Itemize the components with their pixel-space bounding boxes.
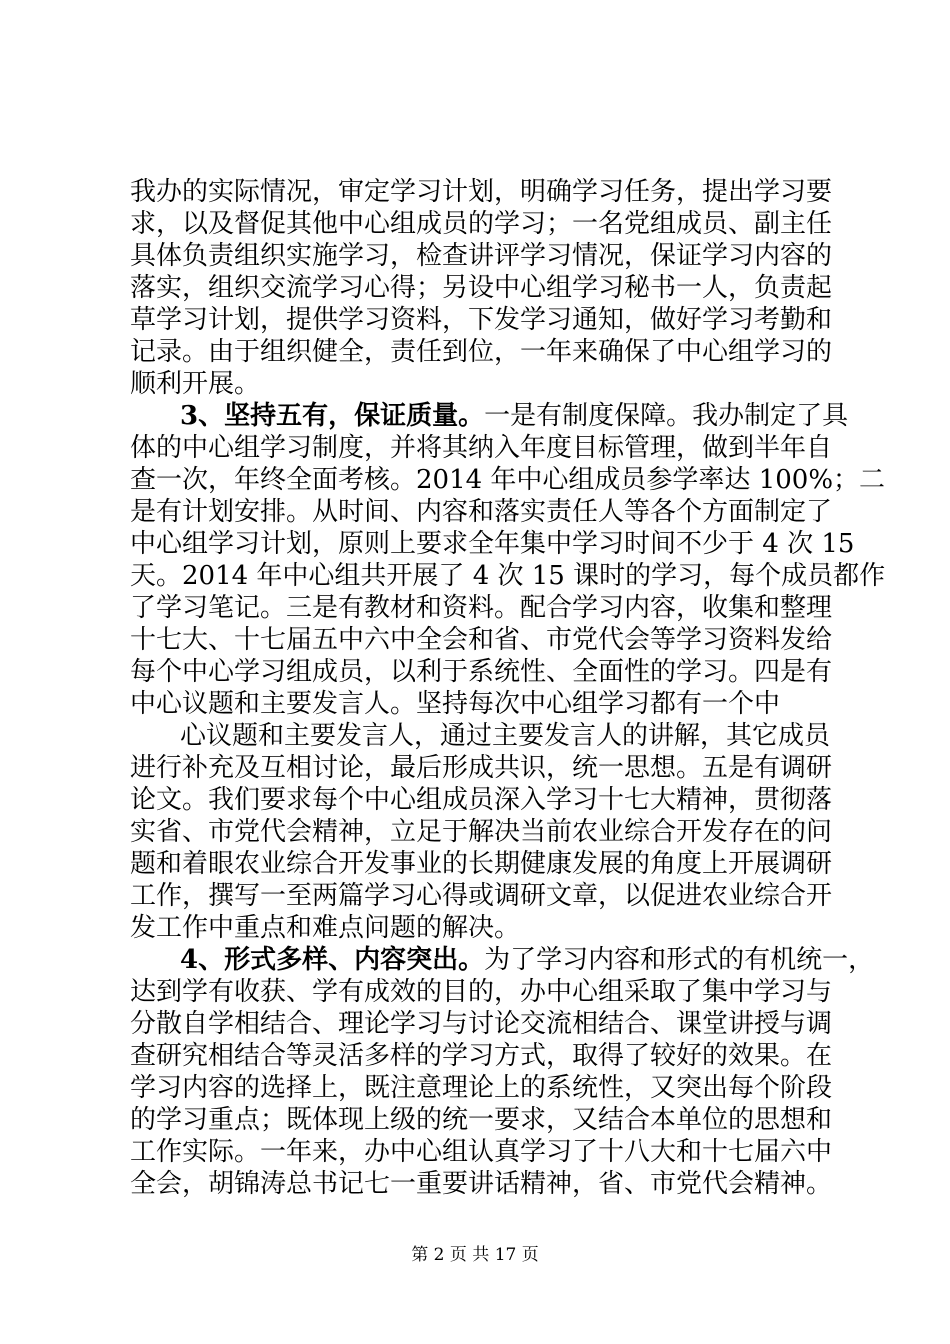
body-text-line: 进行补充及互相讨论，最后形成共识，统一思想。五是有调研 xyxy=(130,753,833,783)
body-text-line: 求，以及督促其他中心组成员的学习；一名党组成员、副主任 xyxy=(130,209,833,239)
section-4-first-line xyxy=(180,944,875,976)
body-text-line: 落实，组织交流学习心得；另设中心组学习秘书一人，负责起 xyxy=(130,273,833,303)
body-text-line: 心议题和主要发言人，通过主要发言人的讲解，其它成员 xyxy=(180,721,831,751)
body-text-line: 学习内容的选择上，既注意理论上的系统性，又突出每个阶段 xyxy=(130,1073,833,1103)
body-text-line: 具体负责组织实施学习，检查讲评学习情况，保证学习内容的 xyxy=(130,241,833,271)
body-text-line: 全会，胡锦涛总书记七一重要讲话精神，省、市党代会精神。 xyxy=(130,1169,833,1199)
body-text-line: 分散自学相结合、理论学习与讨论交流相结合、课堂讲授与调 xyxy=(130,1009,833,1039)
page-number-footer: 第 2 页 共 17 页 xyxy=(411,1245,539,1265)
body-text-line: 工作，撰写一至两篇学习心得或调研文章，以促进农业综合开 xyxy=(130,881,833,911)
body-text-line: 实省、市党代会精神，立足于解决当前农业综合开发存在的问 xyxy=(130,817,833,847)
body-text-line: 草学习计划，提供学习资料，下发学习通知，做好学习考勤和 xyxy=(130,305,833,335)
body-text-line: 中心议题和主要发言人。坚持每次中心组学习都有一个中 xyxy=(130,689,781,719)
section-3-heading: 3、坚持五有，保证质量。 xyxy=(180,401,485,431)
body-text-line: 我办的实际情况，审定学习计划，明确学习任务，提出学习要 xyxy=(130,177,833,207)
body-text-line: 每个中心学习组成员，以利于系统性、全面性的学习。四是有 xyxy=(130,657,833,687)
body-text-line: 十七大、十七届五中六中全会和省、市党代会等学习资料发给 xyxy=(130,625,833,655)
body-text-line: 题和着眼农业综合开发事业的长期健康发展的角度上开展调研 xyxy=(130,849,833,879)
body-text-line: 的学习重点；既体现上级的统一要求，又结合本单位的思想和 xyxy=(130,1105,833,1135)
body-text-line: 工作实际。一年来，办中心组认真学习了十八大和十七届六中 xyxy=(130,1137,833,1167)
body-text: 一是有制度保障。我办制定了具 xyxy=(484,401,849,431)
body-text-line: 发工作中重点和难点问题的解决。 xyxy=(130,913,521,943)
body-text-line: 论文。我们要求每个中心组成员深入学习十七大精神，贯彻落 xyxy=(130,785,833,815)
section-3-first-line xyxy=(180,400,849,432)
body-text-line: 查一次，年终全面考核。2014 年中心组成员参学率达 100%；二 xyxy=(130,465,886,495)
body-text-line: 顺利开展。 xyxy=(130,369,261,399)
body-text-line: 查研究相结合等灵活多样的学习方式，取得了较好的效果。在 xyxy=(130,1041,833,1071)
body-text-line: 达到学有收获、学有成效的目的，办中心组采取了集中学习与 xyxy=(130,977,833,1007)
body-text-line: 天。2014 年中心组共开展了 4 次 15 课时的学习，每个成员都作 xyxy=(130,561,886,591)
body-text-line: 了学习笔记。三是有教材和资料。配合学习内容，收集和整理 xyxy=(130,593,833,623)
section-4-heading: 4、形式多样、内容突出。 xyxy=(180,945,485,975)
body-text-line: 是有计划安排。从时间、内容和落实责任人等各个方面制定了 xyxy=(130,497,833,527)
body-text-line: 中心组学习计划，原则上要求全年集中学习时间不少于 4 次 15 xyxy=(130,529,855,559)
body-text-line: 记录。由于组织健全，责任到位，一年来确保了中心组学习的 xyxy=(130,337,833,367)
body-text-line: 体的中心组学习制度，并将其纳入年度目标管理，做到半年自 xyxy=(130,433,833,463)
body-text: 为了学习内容和形式的有机统一， xyxy=(484,945,875,975)
